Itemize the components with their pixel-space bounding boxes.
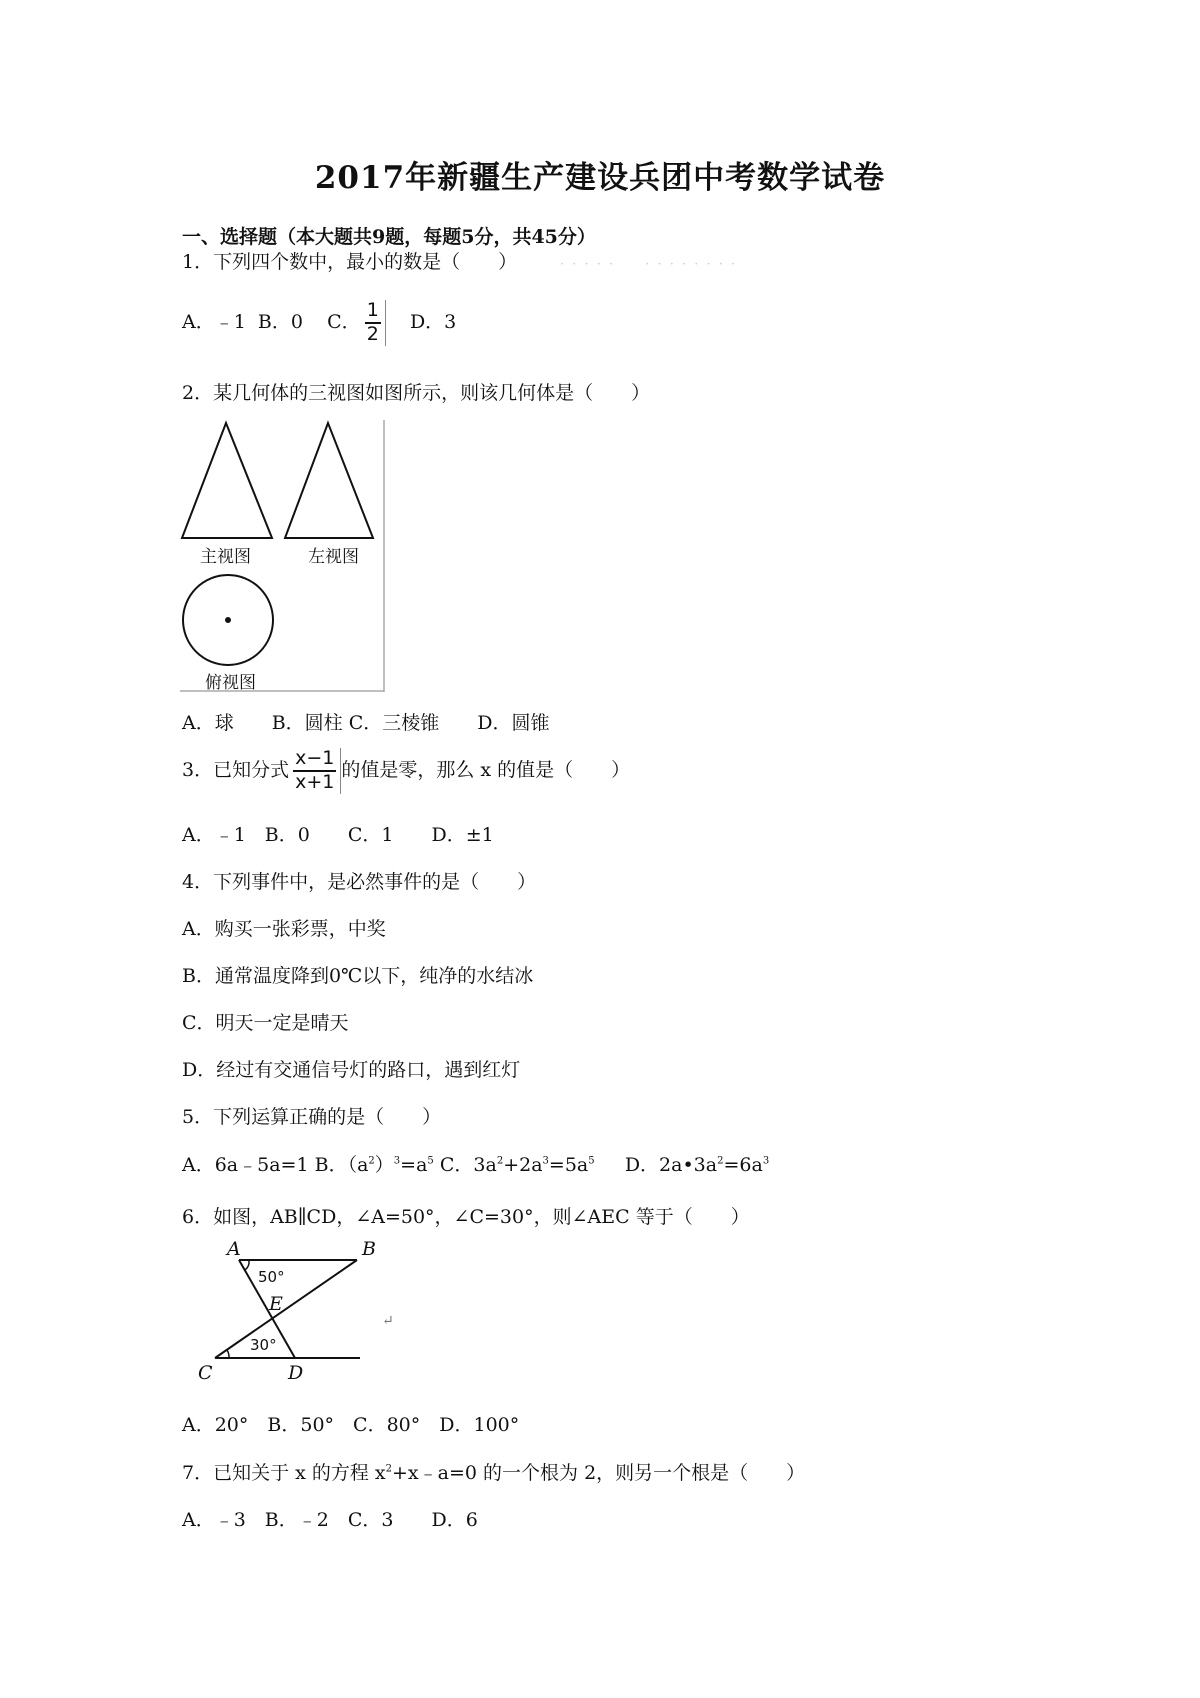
question-5-option-b: B．$(a^2)^3=a^5$ — [314, 1154, 434, 1176]
question-5-options — [182, 1150, 769, 1177]
fraction-x-minus-1-over-x-plus-1 — [289, 748, 341, 794]
question-4-stem: 4．下列事件中，是必然事件的是（ ） — [182, 871, 537, 893]
question-1-option-c: C． — [327, 310, 361, 333]
question-3-stem-post: 的值是零，那么 x 的值是（ ） — [341, 758, 631, 781]
question-5-option-c: C．$3a^2+2a^3=5a^5$ — [439, 1154, 595, 1176]
fraction-numerator: x−1 — [293, 748, 336, 772]
section-heading: 一、选择题（本大题共9题，每题5分，共45分） — [182, 226, 596, 248]
question-6-options: A．20° B．50° C．80° D．100° — [182, 1414, 520, 1436]
question-2-options: A．球 B．圆柱 C．三棱锥 D．圆锥 — [182, 712, 550, 734]
front-view-triangle — [182, 423, 272, 538]
point-label-b: B — [362, 1238, 376, 1260]
fraction-denominator: 2 — [366, 322, 379, 345]
point-label-d: D — [288, 1362, 304, 1384]
fraction-numerator: 1 — [365, 300, 381, 324]
angle-a-label: 50° — [258, 1268, 285, 1286]
point-label-e: E — [269, 1293, 283, 1315]
question-3-options: A．﹣1 B．0 C．1 D．±1 — [182, 824, 494, 846]
question-4-option-d: D．经过有交通信号灯的路口，遇到红灯 — [182, 1059, 521, 1081]
question-7-options: A．﹣3 B．﹣2 C．3 D．6 — [182, 1509, 478, 1531]
fraction-one-half — [361, 300, 386, 346]
fraction-denominator: x+1 — [295, 770, 335, 793]
point-label-a: A — [227, 1238, 241, 1260]
page-title: 2017年新疆生产建设兵团中考数学试卷 — [314, 160, 886, 196]
question-6-stem: 6．如图，AB∥CD，∠A=50°，∠C=30°，则∠AEC 等于（ ） — [182, 1206, 750, 1228]
scan-noise: · · · · · · · · · · · · · — [560, 257, 738, 272]
top-view-label: 俯视图 — [205, 673, 256, 693]
question-3-stem-pre: 3．已知分式 — [182, 758, 290, 781]
return-mark: ↵ — [382, 1313, 394, 1329]
question-3-stem — [182, 748, 630, 794]
question-4-option-a: A．购买一张彩票，中奖 — [182, 918, 386, 940]
parallel-lines-drawing — [195, 1248, 395, 1380]
question-1-stem: 1．下列四个数中，最小的数是（ ） — [182, 251, 518, 273]
question-5-option-a: A．6a﹣5a=1 — [182, 1154, 309, 1176]
question-5-option-d: D．$2a•3a^2=6a^3$ — [624, 1154, 770, 1176]
question-2-stem: 2．某几何体的三视图如图所示，则该几何体是（ ） — [182, 382, 651, 404]
question-4-option-b: B．通常温度降到0℃以下，纯净的水结冰 — [182, 965, 534, 987]
top-view-center-dot — [225, 617, 231, 623]
question-5-stem: 5．下列运算正确的是（ ） — [182, 1106, 442, 1128]
question-1-option-d: D．3 — [409, 310, 457, 333]
point-label-c: C — [198, 1362, 213, 1384]
left-view-triangle — [285, 423, 373, 538]
left-view-label: 左视图 — [308, 547, 359, 567]
parallel-lines-figure — [195, 1248, 395, 1380]
question-7-stem: 7．已知关于 x 的方程 $x^2+x﹣a=0$ 的一个根为 2，则另一个根是（ ） — [182, 1462, 806, 1484]
question-1-option-a: A．﹣1 — [182, 310, 246, 333]
front-view-label: 主视图 — [200, 547, 251, 567]
question-1-options — [182, 300, 456, 346]
question-1-option-b: B．0 — [257, 310, 303, 333]
angle-c-label: 30° — [250, 1336, 277, 1354]
question-4-option-c: C．明天一定是晴天 — [182, 1012, 349, 1034]
